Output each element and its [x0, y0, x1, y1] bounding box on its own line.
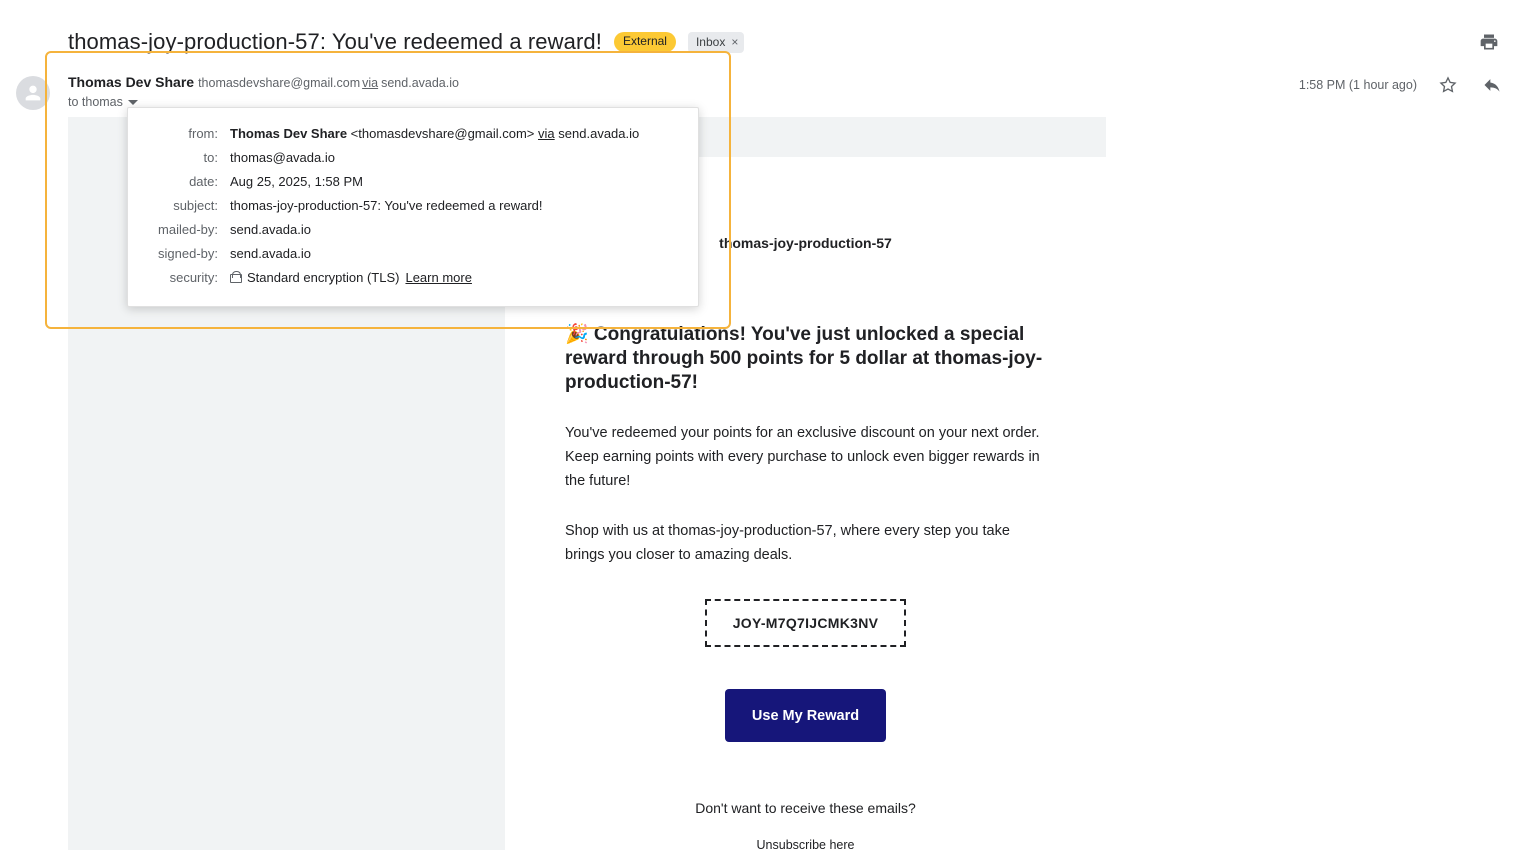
email-footer-question: Don't want to receive these emails? [695, 800, 916, 816]
message-timestamp: 1:58 PM (1 hour ago) [1298, 78, 1417, 92]
details-label-to: to: [203, 150, 218, 165]
sender-line [68, 72, 459, 93]
email-brand-name: thomas-joy-production-57 [719, 235, 892, 251]
star-icon[interactable] [1435, 72, 1461, 98]
via-domain: send.avada.io [381, 76, 459, 90]
details-table [144, 122, 682, 290]
reply-icon[interactable] [1479, 72, 1505, 98]
details-label-from: from: [188, 126, 218, 141]
details-row-signed-by [144, 242, 682, 266]
details-value-subject: thomas-joy-production-57: You've redeemed a reward! [230, 198, 543, 213]
details-row-security [144, 266, 682, 290]
unsubscribe-link[interactable]: Unsubscribe here [756, 838, 855, 850]
sender-info [68, 72, 459, 111]
avatar [16, 76, 50, 110]
email-paragraph-1: You've redeemed your points for an exclusive discount on your next order. Keep earning points with every purchase to unlock even bigger rewards in the future! [565, 425, 1040, 489]
via-label[interactable]: via [362, 76, 379, 90]
email-paragraph-2: Shop with us at thomas-joy-production-57, where every step you take brings you closer to amazing deals. [565, 523, 1010, 563]
details-value-signed-by: send.avada.io [230, 246, 311, 261]
status-badge-external: External [614, 32, 676, 52]
message-details-popup [127, 107, 699, 307]
label-chip-inbox[interactable] [688, 32, 744, 53]
recipient-label: to thomas [68, 95, 123, 109]
details-from-address: <thomasdevshare@gmail.com> [350, 126, 535, 141]
message-meta [1299, 72, 1505, 98]
details-label-security: security: [169, 270, 218, 285]
details-row-to [144, 146, 682, 170]
details-row-from [144, 122, 682, 146]
coupon-code: JOY-M7Q7IJCMK3NV [705, 599, 906, 647]
details-from-via[interactable]: via [538, 126, 555, 141]
details-label-signed-by: signed-by: [158, 246, 218, 261]
use-my-reward-button[interactable]: Use My Reward [725, 689, 886, 742]
label-chip-inbox-text: Inbox [695, 34, 726, 49]
print-icon[interactable] [1473, 26, 1505, 58]
close-icon[interactable]: × [731, 35, 739, 49]
page-title: thomas-joy-production-57: You've redeemed a reward! [68, 29, 602, 54]
details-row-date [144, 170, 682, 194]
details-security-text: Standard encryption (TLS) [247, 270, 400, 285]
sender-email: thomasdevshare@gmail.com [198, 76, 361, 90]
details-value-to: thomas@avada.io [230, 150, 335, 165]
details-value-date: Aug 25, 2025, 1:58 PM [230, 174, 363, 189]
learn-more-link[interactable]: Learn more [405, 270, 472, 285]
details-row-subject [144, 194, 682, 218]
details-value-from [230, 122, 682, 146]
subject-header [0, 22, 1521, 62]
sender-name: Thomas Dev Share [68, 74, 195, 90]
email-headline: 🎉 Congratulations! You've just unlocked a special reward through 500 points for 5 dollar at thomas-joy-production-57! [565, 324, 1043, 393]
details-label-mailed-by: mailed-by: [158, 222, 218, 237]
details-label-date: date: [189, 174, 218, 189]
details-value-security [230, 266, 682, 290]
details-from-via-domain: send.avada.io [558, 126, 640, 141]
chevron-down-icon[interactable] [128, 100, 138, 105]
details-row-mailed-by [144, 218, 682, 242]
lock-icon [230, 271, 240, 283]
details-label-subject: subject: [173, 198, 218, 213]
details-from-name: Thomas Dev Share [230, 126, 348, 141]
details-value-mailed-by: send.avada.io [230, 222, 311, 237]
